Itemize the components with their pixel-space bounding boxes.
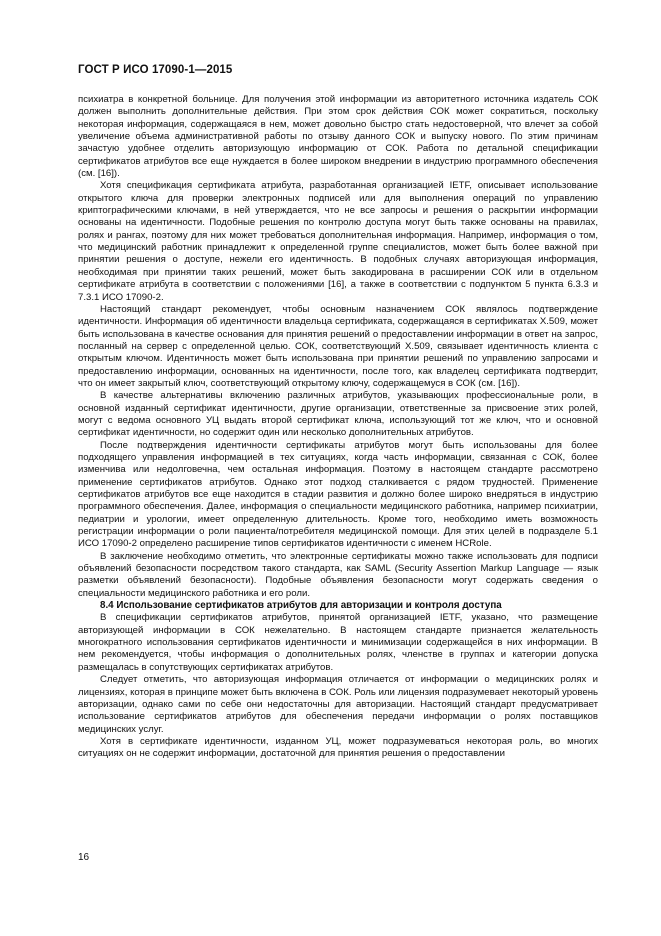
paragraph: Настоящий стандарт рекомендует, чтобы основным назначением СОК являлось подтверждение идентичности. Информация об идентичности владельца сертификата, содержащаяся в сертификатах X.509, может быть использована в качестве основания для принятия решений о предоставлении информации в ответ на запрос, посланный на сервер с определенной целью. СОК, соответствующий X.509, связывает идентичность клиента с открытым ключом. Идентичность может быть использована при принятии решений по управлению запросами и предоставлению информации, основанных на идентичности, после того, как владелец сертификата подтвердит, что он имеет закрытый ключ, соответствующий открытому ключу, содержащемуся в СОК (см. [16]). [78, 303, 598, 389]
section-paragraph: Хотя в сертификате идентичности, изданном УЦ, может подразумеваться некоторая роль, во многих ситуациях он не содержит информации, достаточной для принятия решения о предоставлении [78, 735, 598, 760]
page-number: 16 [78, 852, 90, 863]
paragraph: В заключение необходимо отметить, что электронные сертификаты можно также использовать для подписи объявлений безопасности посредством такого стандарта, как SAML (Security Assertion Markup Language — язык разметки объявлений безопасности). Подобные объявления безопасности могут содержать сведения о специальности медицинского работника и его роли. [78, 550, 598, 599]
paragraph-continuation: психиатра в конкретной больнице. Для получения этой информации из авторитетного источника издатель СОК должен выполнить дополнительные действия. При этом срок действия СОК может сократиться, поскольку некоторая информация, содержащаяся в нем, может довольно быстро стать недостоверной, что влечет за собой увеличение объема административной работы по отзыву данного СОК и выпуску нового. По этим причинам зачастую удобнее отделить авторизующую информацию от СОК. Работа по детальной спецификации сертификатов атрибутов все еще нуждается в более широком внедрении в индустрию программного обеспечения (см. [16]). [78, 94, 598, 180]
standard-header: ГОСТ Р ИСО 17090-1—2015 [78, 64, 233, 76]
document-body [78, 94, 598, 761]
document-page [78, 0, 598, 936]
paragraph: После подтверждения идентичности сертификаты атрибутов могут быть использованы для более подходящего управления информацией в тех ситуациях, когда часть информации, связанная с СОК, более изменчива или недолговечна, чем остальная информация. Поэтому в настоящем стандарте рассмотрено применение сертификатов атрибутов. Однако этот подход сталкивается с рядом трудностей. Применение сертификатов атрибутов все еще находится в стадии развития и должно более широко внедряться в индустрию программного обеспечения. Далее, информация о специальности медицинского работника, например психиатрии, педиатрии и урологии, имеет определенную длительность. Кроме того, необходимо иметь возможность регистрации информации о роли пациента/потребителя медицинской помощи. Для этих целей в подразделе 5.1 ИСО 17090-2 определено расширение типов сертификатов идентичности с именем HCRole. [78, 439, 598, 550]
paragraph: В качестве альтернативы включению различных атрибутов, указывающих профессиональные роли, в основной изданный сертификат идентичности, другие организации, ответственные за присвоение этих ролей, могут с ведома основного УЦ выдать второй сертификат ключа, использующий тот же ключ, что и основной сертификат идентичности, но содержит один или несколько дополнительных атрибутов. [78, 390, 598, 439]
section-paragraph: В спецификации сертификатов атрибутов, принятой организацией IETF, указано, что размещение авторизующей информации в СОК нежелательно. В настоящем стандарте признается желательность многократного использования сертификатов идентичности и минимизации содержащейся в них информации. В нем рекомендуется, чтобы информация о дополнительных ролях, членстве в группах и категории допуска размещалась в сопутствующих сертификатах атрибутов. [78, 612, 598, 673]
section-heading: 8.4 Использование сертификатов атрибутов для авторизации и контроля доступа [100, 600, 502, 612]
paragraph: Хотя спецификация сертификата атрибута, разработанная организацией IETF, описывает использование открытого ключа для проверки электронных подписей или для выполнения операций по управлению криптографическими ключами, в ней утверждается, что не все запросы и решения о раскрытии информации основаны на идентичности. Подобные решения по контролю доступа могут быть также основаны на правилах, ролях и рангах, поэтому для них может требоваться дополнительная информация. Например, информация о том, что медицинский работник принадлежит к определенной группе специалистов, может быть более важной при принятии решения о доступе, нежели его идентичность. В подобных случаях авторизующая информация, необходимая при принятии таких решений, может быть закодирована в расширении СОК или в отдельном сертификате атрибута в соответствии с положениями [16], а также в соответствии с подпунктом 5 пункта 6.3.3 и 7.3.1 ИСО 17090-2. [78, 180, 598, 303]
section-paragraph: Следует отметить, что авторизующая информация отличается от информации о медицинских ролях и лицензиях, которая в принципе может быть включена в СОК. Роль или лицензия подразумевает некоторый уровень авторизации, однако сами по себе они недостаточны для авторизации. Настоящий стандарт предусматривает использование сертификатов атрибутов для обеспечения передачи информации о ролях поставщиков медицинских услуг. [78, 674, 598, 735]
